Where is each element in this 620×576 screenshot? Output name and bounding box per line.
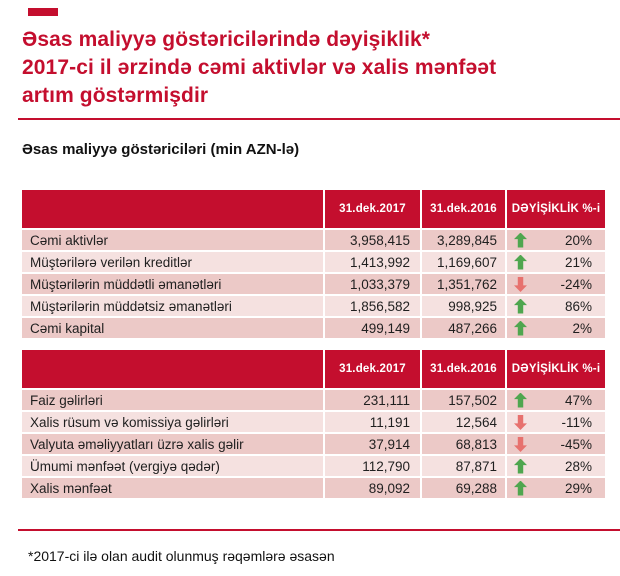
value-2017: 499,149 [323, 318, 420, 338]
change-cell [505, 274, 605, 294]
change-cell [505, 390, 605, 410]
change-arrow-icon [514, 321, 527, 336]
financial-table-income [22, 350, 605, 498]
col-header-2016: 31.dek.2016 [420, 350, 505, 388]
change-value: 21% [564, 254, 592, 270]
value-2016: 487,266 [420, 318, 505, 338]
table-row [22, 432, 605, 454]
footer-divider [18, 529, 620, 531]
change-cell [505, 456, 605, 476]
change-arrow-icon [514, 299, 527, 314]
table-header-row [22, 190, 605, 228]
footnote: *2017-ci ilə olan audit olunmuş rəqəmlərə əsasən [28, 548, 335, 564]
value-2016: 1,351,762 [420, 274, 505, 294]
page-title-line-3: artım göstərmişdir [22, 84, 209, 107]
row-label: Ümumi mənfəət (vergiyə qədər) [30, 458, 220, 474]
value-2016: 1,169,607 [420, 252, 505, 272]
row-label: Valyuta əməliyyatları üzrə xalis gəlir [30, 436, 244, 452]
table-section-subtitle: Əsas maliyyə göstəriciləri (min AZN-lə) [22, 141, 300, 158]
accent-bar [28, 8, 58, 16]
value-2016: 68,813 [420, 434, 505, 454]
col-header-2017: 31.dek.2017 [323, 350, 420, 388]
change-arrow-icon [514, 481, 527, 496]
page-title-line-2: 2017-ci il ərzində cəmi aktivlər və xalis mənfəət [22, 56, 497, 79]
title-divider [18, 118, 620, 120]
row-label: Müştərilərin müddətli əmanətləri [30, 276, 222, 292]
page-title [22, 26, 608, 110]
value-2017: 112,790 [323, 456, 420, 476]
change-cell [505, 230, 605, 250]
value-2017: 231,111 [323, 390, 420, 410]
table-body [22, 388, 605, 498]
change-cell [505, 434, 605, 454]
change-arrow-icon [514, 233, 527, 248]
table-row [22, 272, 605, 294]
table-row [22, 388, 605, 410]
row-label: Cəmi kapital [30, 320, 105, 336]
col-header-label [22, 350, 323, 388]
table-header-row [22, 350, 605, 388]
table-row [22, 476, 605, 498]
change-cell [505, 252, 605, 272]
row-label: Xalis rüsum və komissiya gəlirləri [30, 414, 229, 430]
change-value: 29% [564, 480, 592, 496]
change-value: 20% [564, 232, 592, 248]
row-label: Müştərilərin müddətsiz əmanətləri [30, 298, 232, 314]
table-body [22, 228, 605, 338]
row-label: Müştərilərə verilən kreditlər [30, 254, 193, 270]
change-value: 28% [564, 458, 592, 474]
col-header-2017: 31.dek.2017 [323, 190, 420, 228]
value-2017: 1,856,582 [323, 296, 420, 316]
page-title-line-1: Əsas maliyyə göstəricilərində dəyişiklik* [22, 28, 431, 51]
value-2016: 998,925 [420, 296, 505, 316]
change-arrow-icon [514, 255, 527, 270]
value-2016: 87,871 [420, 456, 505, 476]
table-row [22, 316, 605, 338]
value-2016: 69,288 [420, 478, 505, 498]
col-header-change: DƏYİŞİKLİK %-i [505, 350, 605, 388]
row-label: Faiz gəlirləri [30, 392, 103, 408]
value-2016: 3,289,845 [420, 230, 505, 250]
row-label: Xalis mənfəət [30, 480, 112, 496]
change-cell [505, 296, 605, 316]
change-cell [505, 412, 605, 432]
table-row [22, 410, 605, 432]
change-value: -11% [561, 414, 592, 430]
value-2017: 11,191 [323, 412, 420, 432]
change-arrow-icon [514, 393, 527, 408]
col-header-2016: 31.dek.2016 [420, 190, 505, 228]
value-2016: 12,564 [420, 412, 505, 432]
table-row [22, 228, 605, 250]
change-arrow-icon [514, 437, 527, 452]
change-value: -45% [560, 436, 592, 452]
col-header-change: DƏYİŞİKLİK %-i [505, 190, 605, 228]
change-value: 86% [564, 298, 592, 314]
row-label: Cəmi aktivlər [30, 232, 109, 248]
change-value: 2% [572, 320, 592, 336]
col-header-label [22, 190, 323, 228]
financial-table-balance [22, 190, 605, 338]
value-2017: 1,033,379 [323, 274, 420, 294]
change-cell [505, 478, 605, 498]
change-arrow-icon [514, 459, 527, 474]
change-cell [505, 318, 605, 338]
value-2017: 89,092 [323, 478, 420, 498]
table-row [22, 294, 605, 316]
table-row [22, 250, 605, 272]
change-value: 47% [564, 392, 592, 408]
value-2017: 1,413,992 [323, 252, 420, 272]
change-arrow-icon [514, 277, 527, 292]
value-2017: 37,914 [323, 434, 420, 454]
change-arrow-icon [514, 415, 527, 430]
table-row [22, 454, 605, 476]
value-2016: 157,502 [420, 390, 505, 410]
change-value: -24% [560, 276, 592, 292]
value-2017: 3,958,415 [323, 230, 420, 250]
